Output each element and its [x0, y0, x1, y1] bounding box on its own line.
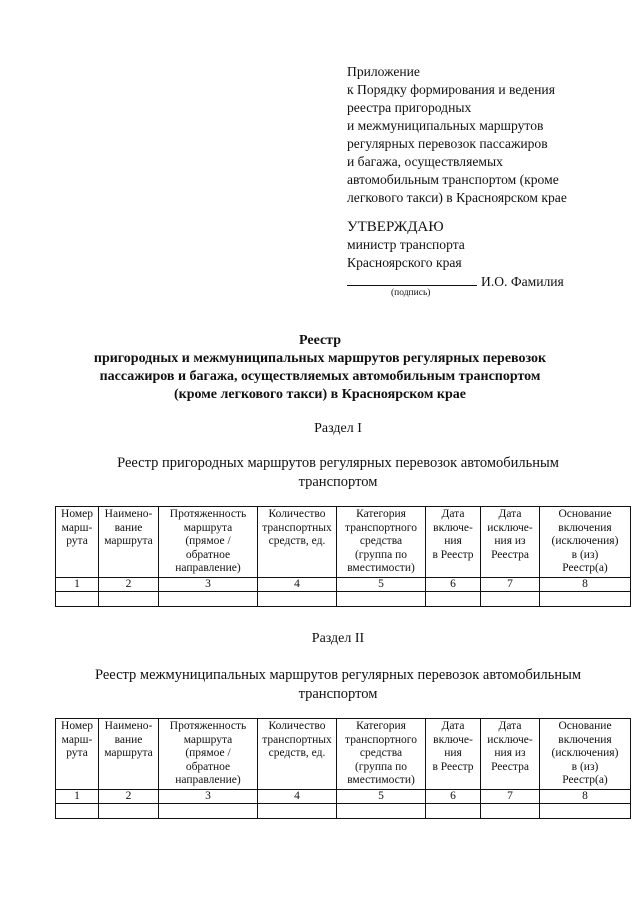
table-header-line: средств, ед. — [268, 747, 326, 759]
table-header-line: ния из — [494, 535, 526, 547]
table-header-line: Дата — [498, 508, 522, 520]
table-header-cell — [426, 719, 481, 790]
column-number-cell: 8 — [540, 577, 631, 592]
table-header-line: маршрута — [104, 535, 153, 547]
table-header-line: транспортного — [345, 521, 417, 534]
table-header-line: в Реестр — [432, 760, 474, 773]
appendix-line: и багажа, осуществляемых — [347, 154, 503, 169]
signature-caption: (подпись) — [391, 288, 431, 298]
table-header-line: (прямое / — [185, 535, 231, 547]
table-header-line: Количество — [268, 508, 326, 520]
column-number-cell: 4 — [258, 789, 337, 804]
appendix-line: регулярных перевозок пассажиров — [347, 136, 548, 151]
table-row — [56, 804, 631, 819]
section-heading: Раздел II — [311, 631, 365, 646]
table-header-cell — [159, 507, 258, 578]
appendix-line: Приложение — [347, 64, 420, 79]
section-title-line: Реестр межмуниципальных маршрутов регулярных перевозок автомобильным — [94, 667, 582, 683]
table-header-line: Дата — [441, 720, 465, 732]
table-header-cell — [337, 719, 426, 790]
appendix-line: реестра пригородных — [347, 100, 472, 115]
section-title — [0, 454, 640, 492]
table-header-line: Количество — [268, 720, 326, 732]
column-number-cell: 4 — [258, 577, 337, 592]
section-title-line: Реестр пригородных маршрутов регулярных перевозок автомобильным — [117, 455, 559, 471]
column-number-cell: 2 — [99, 789, 159, 804]
table-header-line: обратное — [185, 548, 231, 561]
signature-line — [347, 272, 477, 286]
table-header-line: Категория — [356, 720, 406, 732]
table-header-line: рута — [66, 535, 88, 547]
registry-table — [55, 506, 631, 607]
table-header-line: направление) — [175, 562, 241, 574]
table-header-line: (прямое / — [185, 747, 231, 759]
table-header-line: вание — [114, 733, 143, 746]
table-cell — [159, 804, 258, 819]
table-header-line: вместимости) — [347, 774, 415, 786]
table-header-cell — [99, 507, 159, 578]
column-number-cell: 6 — [426, 789, 481, 804]
table-header-line: транспортного — [345, 733, 417, 746]
column-number-cell: 1 — [56, 789, 99, 804]
table-header-cell — [258, 719, 337, 790]
table-header-line: Наимено- — [104, 508, 153, 520]
document-title-line: Реестр — [298, 333, 341, 348]
table-header-line: маршрута — [183, 521, 233, 534]
table-cell — [337, 804, 426, 819]
table-header-line: вместимости) — [347, 562, 415, 574]
table-header-row — [56, 507, 631, 578]
table-cell — [99, 592, 159, 607]
column-number-cell: 6 — [426, 577, 481, 592]
table-header-line: Реестр(а) — [562, 562, 608, 574]
column-number-cell: 3 — [159, 577, 258, 592]
table-header-line: маршрута — [183, 733, 233, 746]
table-header-line: (исключения) — [551, 747, 619, 759]
table-header-cell — [426, 507, 481, 578]
approval-position-line: министр транспорта — [347, 237, 465, 252]
table-header-line: включе- — [433, 733, 473, 746]
column-number-cell: 3 — [159, 789, 258, 804]
table-cell — [258, 592, 337, 607]
table-cell — [426, 592, 481, 607]
column-number-cell: 7 — [481, 789, 540, 804]
document-title-line: пригородных и межмуниципальных маршрутов регулярных перевозок — [93, 351, 547, 366]
table-header-line: Реестр(а) — [562, 774, 608, 786]
table-header-cell — [337, 507, 426, 578]
column-number-cell: 8 — [540, 789, 631, 804]
table-header-line: средства — [359, 747, 403, 759]
table-header-line: включения — [558, 521, 612, 534]
table-header-line: исключе- — [487, 733, 533, 746]
table-header-line: Реестра — [491, 548, 529, 561]
table-header-cell — [481, 719, 540, 790]
table-cell — [540, 592, 631, 607]
table-header-line: Протяженность — [169, 720, 247, 732]
approval-position-line: Красноярского края — [347, 255, 462, 270]
table-header-line: (группа по — [354, 548, 408, 561]
table-header-line: ния из — [494, 747, 526, 759]
table-number-row — [56, 789, 631, 804]
appendix-block — [347, 63, 567, 207]
table-header-cell — [258, 507, 337, 578]
table-header-cell — [481, 507, 540, 578]
table-cell — [56, 804, 99, 819]
table-header-line: Номер — [61, 508, 93, 520]
document-title-line: пассажиров и багажа, осуществляемых автомобильным транспортом — [99, 369, 541, 384]
table-header-line: (исключения) — [551, 535, 619, 547]
column-number-cell: 5 — [337, 789, 426, 804]
table-header-line: Дата — [498, 720, 522, 732]
document-title — [0, 332, 640, 404]
section-title-line: транспортом — [298, 474, 378, 490]
table-header-line: Дата — [441, 508, 465, 520]
appendix-line: автомобильным транспортом (кроме — [347, 172, 559, 187]
appendix-line: и межмуниципальных маршрутов — [347, 118, 544, 133]
signature-row — [347, 272, 564, 291]
section-heading: Раздел I — [314, 421, 362, 436]
table-cell — [159, 592, 258, 607]
table-header-line: рута — [66, 747, 88, 759]
table-cell — [426, 804, 481, 819]
table-header-line: Основание — [558, 508, 612, 520]
table-row — [56, 592, 631, 607]
column-number-cell: 2 — [99, 577, 159, 592]
table-header-line: Основание — [558, 720, 612, 732]
appendix-line: к Порядку формирования и ведения — [347, 82, 555, 97]
table-header-line: в (из) — [571, 548, 599, 561]
table-header-line: исключе- — [487, 521, 533, 534]
table-number-row — [56, 577, 631, 592]
table-header-line: марш- — [61, 733, 93, 746]
approval-heading: УТВЕРЖДАЮ — [347, 219, 444, 235]
table-header-cell — [540, 719, 631, 790]
table-header-line: в (из) — [571, 760, 599, 773]
table-header-cell — [99, 719, 159, 790]
table-header-line: Категория — [356, 508, 406, 520]
section-title — [0, 666, 640, 704]
table-header-line: включе- — [433, 521, 473, 534]
table-header-line: Реестра — [491, 760, 529, 773]
table-header-line: Протяженность — [169, 508, 247, 520]
appendix-line: легкового такси) в Красноярском крае — [347, 190, 567, 205]
section-title-line: транспортом — [298, 686, 378, 702]
table-header-line: Номер — [61, 720, 93, 732]
registry-table — [55, 718, 631, 819]
table-header-line: вание — [114, 521, 143, 534]
table-header-line: (группа по — [354, 760, 408, 773]
table-header-line: средства — [359, 535, 403, 547]
table-header-line: Наимено- — [104, 720, 153, 732]
table-cell — [258, 804, 337, 819]
table-header-line: средств, ед. — [268, 535, 326, 547]
table-header-line: марш- — [61, 521, 93, 534]
table-cell — [481, 804, 540, 819]
table-header-line: ния — [444, 747, 462, 759]
column-number-cell: 5 — [337, 577, 426, 592]
approval-block — [347, 218, 564, 291]
table-header-line: включения — [558, 733, 612, 746]
table-cell — [481, 592, 540, 607]
table-header-cell — [56, 719, 99, 790]
table-header-line: обратное — [185, 760, 231, 773]
table-header-line: маршрута — [104, 747, 153, 759]
table-header-cell — [540, 507, 631, 578]
table-cell — [99, 804, 159, 819]
table-header-line: в Реестр — [432, 548, 474, 561]
table-header-line: транспортных — [262, 733, 332, 746]
approver-name: И.О. Фамилия — [481, 274, 564, 289]
document-title-line: (кроме легкового такси) в Красноярском крае — [174, 387, 466, 402]
column-number-cell: 1 — [56, 577, 99, 592]
table-header-cell — [159, 719, 258, 790]
table-header-line: ния — [444, 535, 462, 547]
table-header-cell — [56, 507, 99, 578]
table-cell — [56, 592, 99, 607]
column-number-cell: 7 — [481, 577, 540, 592]
table-cell — [337, 592, 426, 607]
table-header-line: направление) — [175, 774, 241, 786]
table-header-line: транспортных — [262, 521, 332, 534]
table-header-row — [56, 719, 631, 790]
table-cell — [540, 804, 631, 819]
